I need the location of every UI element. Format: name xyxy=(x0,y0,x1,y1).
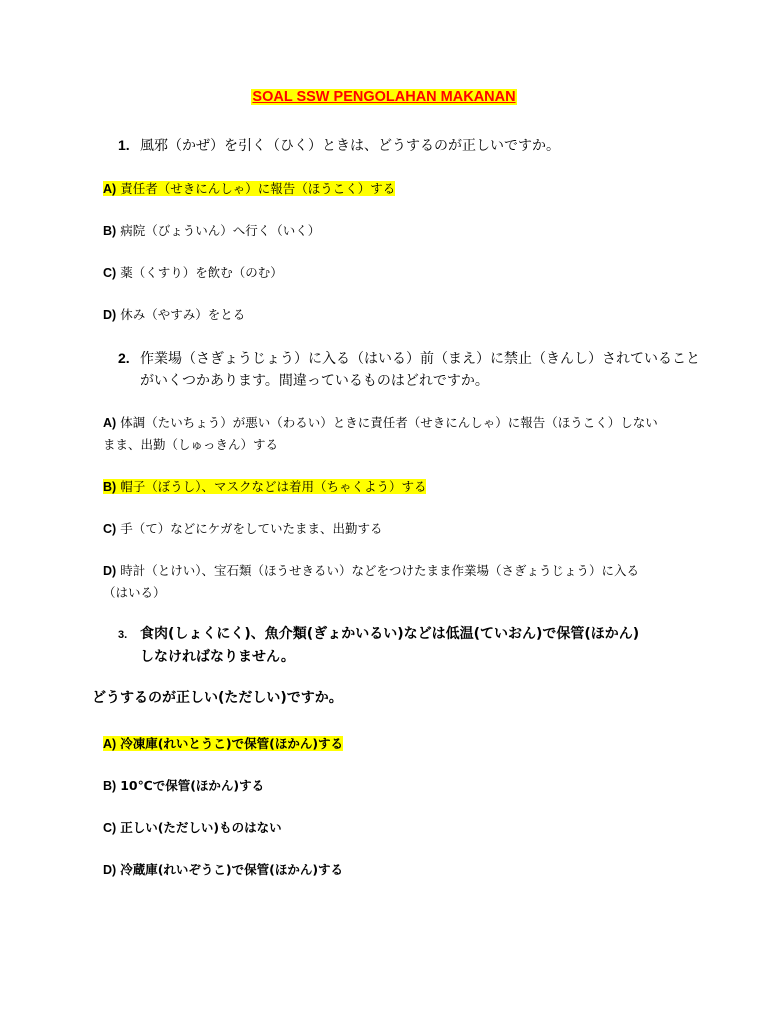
q1-option-b xyxy=(103,220,683,242)
option-letter: C) xyxy=(103,821,117,835)
option-text: 冷蔵庫(れいぞうこ)で保管(ほかん)する xyxy=(120,862,344,877)
question-number: 2. xyxy=(118,350,130,366)
q1-option-c xyxy=(103,262,683,284)
q2-option-b xyxy=(103,476,683,498)
question-text: 風邪（かぜ）を引く（ひく）ときは、どうするのが正しいですか。 xyxy=(140,138,560,154)
option-text-line-1: 時計（とけい）、宝石類（ほうせきるい）などをつけたまま作業場（さぎょうじょう）に入る xyxy=(120,563,639,578)
question-1 xyxy=(118,134,678,157)
question-text-line-2: しなければなりません。 xyxy=(140,649,295,665)
correct-answer-highlight xyxy=(103,479,426,494)
q3-option-b xyxy=(103,775,683,797)
option-text: 正しい(ただしい)ものはない xyxy=(120,820,282,835)
option-letter: B) xyxy=(103,224,117,238)
option-letter: B) xyxy=(103,480,117,494)
question-number: 3. xyxy=(118,629,128,641)
q3-option-a xyxy=(103,733,683,755)
option-text: 休み（やすみ）をとる xyxy=(120,307,246,322)
option-letter: A) xyxy=(103,182,117,196)
option-text-line-2: （はいる） xyxy=(103,585,166,600)
option-letter: C) xyxy=(103,522,117,536)
question-text-line-1: 食肉(しょくにく)、魚介類(ぎょかいるい)などは低温(ていおん)で保管(ほかん) xyxy=(140,626,640,642)
q3-option-d xyxy=(103,859,683,881)
option-text: 責任者（せきにんしゃ）に報告（ほうこく）する xyxy=(120,181,396,196)
q1-option-d xyxy=(103,304,683,326)
option-text: 10℃で保管(ほかん)する xyxy=(120,778,265,793)
question-number: 1. xyxy=(118,137,130,153)
option-letter: B) xyxy=(103,779,117,793)
q3-option-c xyxy=(103,817,683,839)
option-letter: D) xyxy=(103,863,117,877)
correct-answer-highlight xyxy=(103,736,343,751)
option-letter: D) xyxy=(103,564,117,578)
q1-option-a xyxy=(103,178,683,200)
document-title xyxy=(0,88,768,106)
option-text: 帽子（ぼうし）、マスクなどは着用（ちゃくよう）する xyxy=(120,479,427,494)
option-text-line-2: まま、出勤（しゅっきん）する xyxy=(103,437,279,452)
option-text: 手（て）などにケガをしていたまま、出勤する xyxy=(120,521,383,536)
option-letter: A) xyxy=(103,416,117,430)
title-text: SOAL SSW PENGOLAHAN MAKANAN xyxy=(252,89,516,105)
question-2 xyxy=(118,347,718,392)
option-text: 冷凍庫(れいとうこ)で保管(ほかん)する xyxy=(120,736,344,751)
question-3 xyxy=(118,623,718,668)
option-text: 薬（くすり）を飲む（のむ） xyxy=(120,265,283,280)
correct-answer-highlight xyxy=(103,181,395,196)
question-text-line-2: がいくつかあります。間違っているものはどれですか。 xyxy=(140,373,489,389)
question-3-prompt: どうするのが正しい(ただしい)ですか。 xyxy=(92,690,343,706)
option-letter: D) xyxy=(103,308,117,322)
option-text: 病院（びょういん）へ行く（いく） xyxy=(120,223,321,238)
q2-option-a xyxy=(103,412,703,456)
q2-option-d xyxy=(103,560,703,604)
option-letter: C) xyxy=(103,266,117,280)
question-text-line-1: 作業場（さぎょうじょう）に入る（はいる）前（まえ）に禁止（きんし）されていること xyxy=(140,351,700,367)
q2-option-c xyxy=(103,518,683,540)
option-text-line-1: 体調（たいちょう）が悪い（わるい）ときに責任者（せきにんしゃ）に報告（ほうこく）しない xyxy=(120,415,658,430)
option-letter: A) xyxy=(103,737,117,751)
